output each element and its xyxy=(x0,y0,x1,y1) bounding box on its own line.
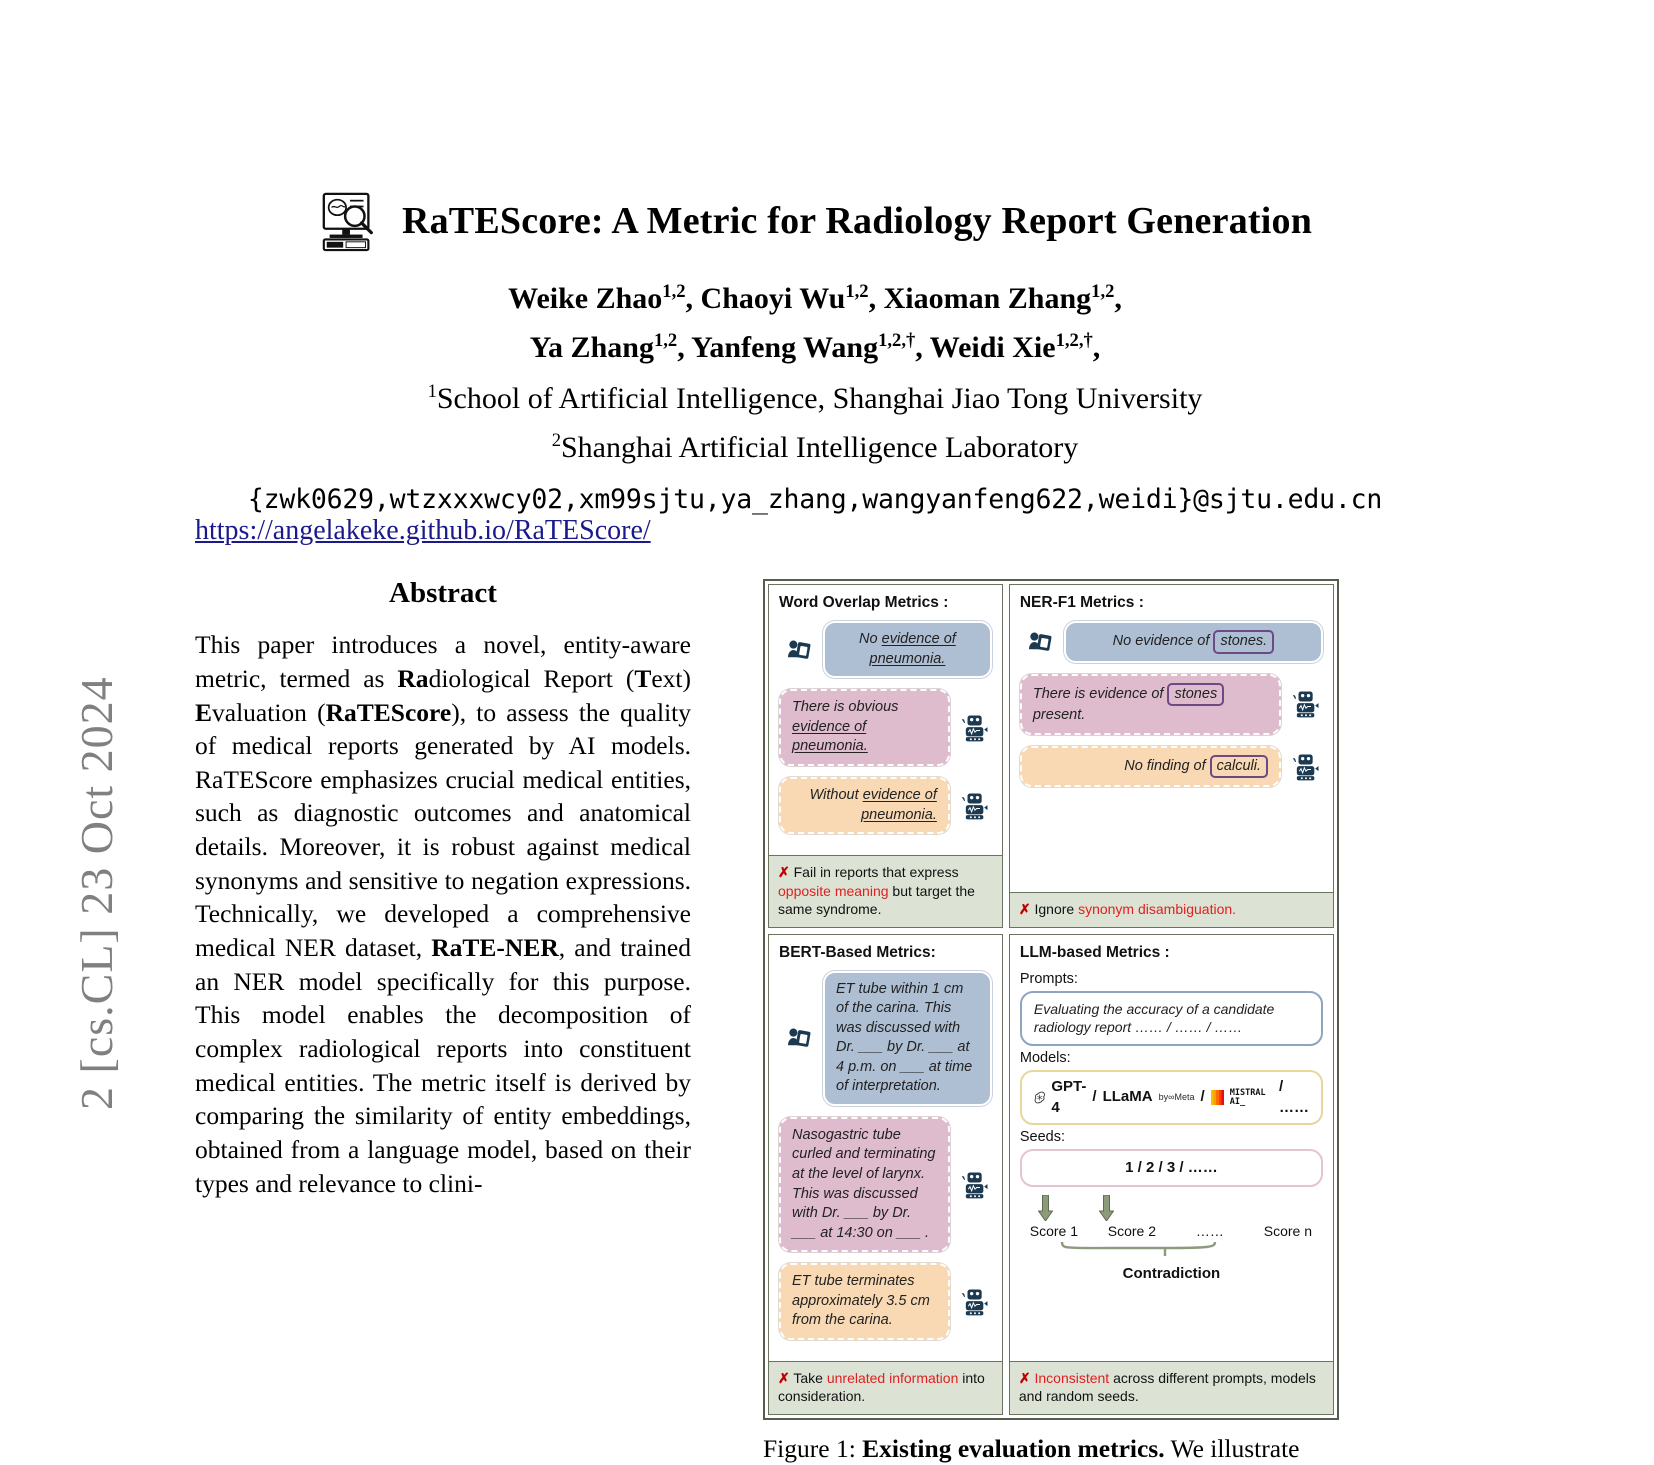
author-entry: Chaoyi Wu$^{1,2}$, xyxy=(700,281,884,315)
message-row xyxy=(779,621,992,678)
model-name-llama: LLaMA xyxy=(1102,1088,1153,1106)
panel-title: NER-F1 Metrics : xyxy=(1019,594,1144,612)
models-box xyxy=(1020,1070,1323,1125)
curly-brace-icon xyxy=(1056,1240,1286,1258)
abstract-heading: Abstract xyxy=(389,577,497,610)
message-row xyxy=(779,777,992,834)
figure-1 xyxy=(763,579,1339,1465)
right-column xyxy=(763,577,1339,1465)
author-affil-sup: 1,2 xyxy=(653,329,678,351)
seeds-label: Seeds: xyxy=(1019,1128,1066,1145)
reference-report-bubble: No evidence of stones. xyxy=(1064,621,1323,663)
affiliation-2 xyxy=(195,428,1435,467)
message-row xyxy=(779,971,992,1106)
score-ellipsis: …… xyxy=(1195,1223,1224,1240)
reference-report-bubble: No evidence of pneumonia. xyxy=(823,621,992,678)
model-separator: / xyxy=(1092,1088,1097,1106)
candidate-report-bubble: No finding of calculi. xyxy=(1020,746,1281,788)
robot-icon xyxy=(958,1170,992,1200)
figure-caption: Figure 1: Existing evaluation metrics. We illustrate xyxy=(763,1433,1300,1463)
left-column xyxy=(195,577,691,1465)
score-label: Score 1 xyxy=(1029,1223,1078,1240)
model-name-gpt4: GPT-4 xyxy=(1051,1078,1087,1116)
panel-limitation-note: ✗ Ignore synonym disambiguation. xyxy=(1010,892,1333,926)
doctor-report-icon xyxy=(779,1020,815,1056)
ratescore-logo-icon xyxy=(318,190,380,252)
score-label: Score n xyxy=(1263,1223,1312,1240)
message-row xyxy=(1020,746,1323,788)
message-row xyxy=(779,689,992,766)
project-page-link[interactable]: https://angelakeke.github.io/RaTEScore/ xyxy=(195,515,651,547)
affiliation-text: School of Artificial Intelligence, Shanghai Jiao Tong University xyxy=(436,382,1203,416)
author-affil-sup: 1,2,† xyxy=(1055,329,1093,351)
author-affil-sup: 1,2 xyxy=(662,281,686,302)
author-entry: Xiaoman Zhang$^{1,2}$, xyxy=(883,281,1122,315)
prompts-label: Prompts: xyxy=(1019,970,1078,987)
author-entry: Weidi Xie$^{1,2,\dagger}$, xyxy=(929,329,1101,364)
openai-icon xyxy=(1034,1090,1046,1105)
candidate-report-bubble: There is obvious evidence of pneumonia. xyxy=(779,689,950,766)
contradiction-label: Contradiction xyxy=(1122,1265,1221,1283)
paper-page xyxy=(195,0,1435,1463)
scores-row xyxy=(1026,1223,1323,1239)
candidate-report-bubble: There is evidence of stones present. xyxy=(1020,674,1281,735)
reference-report-bubble: ET tube within 1 cm of the carina. This was discussed with Dr. ___ by Dr. ___ at 4 p.m. on ___ at time of interpretation. xyxy=(823,971,992,1106)
mistral-icon xyxy=(1211,1090,1224,1105)
candidate-report-bubble: Without evidence of pneumonia. xyxy=(779,777,950,834)
author-affil-sup: 1,2 xyxy=(1091,281,1115,302)
message-row xyxy=(1020,621,1323,663)
panel-llm-based-metrics xyxy=(1009,934,1334,1415)
brace-wrap xyxy=(1020,1240,1323,1263)
title-row xyxy=(195,190,1435,252)
meta-byline: by∞Meta xyxy=(1158,1092,1195,1103)
doctor-report-icon xyxy=(1020,624,1056,660)
authors-line-2 xyxy=(195,327,1435,370)
score-label: Score 2 xyxy=(1107,1223,1156,1240)
panel-limitation-note: ✗ Take unrelated information into consideration. xyxy=(769,1361,1002,1414)
candidate-report-bubble: ET tube terminates approximately 3.5 cm from the carina. xyxy=(779,1263,950,1340)
authors-line-1 xyxy=(195,278,1435,321)
two-column-body xyxy=(195,577,1435,1465)
model-separator: / xyxy=(1200,1088,1205,1106)
arrows-row xyxy=(1038,1195,1323,1221)
panel-title: LLM-based Metrics : xyxy=(1019,943,1170,961)
panel-limitation-note: ✗ Fail in reports that express opposite meaning but target the same syndrome. xyxy=(769,855,1002,926)
author-entry: Weike Zhao$^{1,2}$, xyxy=(508,281,701,315)
message-row xyxy=(779,1263,992,1340)
author-emails: {zwk0629,wtzxxxwcy02,xm99sjtu,ya_zhang,wangyanfeng622,weidi}@sjtu.edu.cn xyxy=(247,484,1383,516)
down-arrow-icon xyxy=(1038,1195,1053,1221)
author-entry: Ya Zhang$^{1,2}$, xyxy=(529,329,692,364)
message-row xyxy=(1020,674,1323,735)
robot-icon xyxy=(1289,752,1323,782)
author-entry: Yanfeng Wang$^{1,2,\dagger}$, xyxy=(691,329,930,364)
robot-icon xyxy=(958,713,992,743)
message-row xyxy=(779,1117,992,1252)
panel-limitation-note: ✗ Inconsistent across different prompts, models and random seeds. xyxy=(1010,1361,1333,1414)
panel-title: BERT-Based Metrics: xyxy=(779,943,936,961)
doctor-report-icon xyxy=(779,632,815,668)
author-affil-sup: 1,2 xyxy=(845,281,869,302)
page-title: RaTEScore: A Metric for Radiology Report Generation xyxy=(401,200,1313,242)
seeds-box: 1 / 2 / 3 / …… xyxy=(1020,1149,1323,1187)
robot-icon xyxy=(958,1287,992,1317)
author-affil-sup: 1,2,† xyxy=(878,329,916,351)
model-name-mistral: MISTRAL AI_ xyxy=(1229,1087,1266,1107)
candidate-report-bubble: Nasogastric tube curled and terminating at the level of larynx. This was discussed with Dr. ___ by Dr. ___ at 14:30 on ___ . xyxy=(779,1117,950,1252)
models-tail: / …… xyxy=(1279,1078,1309,1116)
prompt-box: Evaluating the accuracy of a candidate radiology report …… / …… / …… xyxy=(1020,991,1323,1047)
affiliation-marker: 1 xyxy=(427,381,437,403)
robot-icon xyxy=(958,791,992,821)
llama-logo xyxy=(1103,1087,1153,1107)
down-arrow-icon xyxy=(1099,1195,1114,1221)
panel-word-overlap-metrics xyxy=(768,584,1003,927)
affiliation-marker: 2 xyxy=(551,430,561,452)
models-label: Models: xyxy=(1019,1050,1071,1067)
abstract-paragraph: This paper introduces a novel, entity-aware metric, termed as Radiological Report (Text) Evaluation (RaTEScore), to assess the quality of medical reports generated by AI models. RaTEScore emphasizes crucial medical entities, such as diagnostic outcomes and anatomical details. Moreover, it is robust against medical synonyms and sensitive to negation expressions. Technically, we developed a comprehensive medical NER dataset, RaTE-NER, and trained an NER model specifically for this purpose. This model enables the decomposition of complex radiological reports into constituent medical entities. The metric itself is derived by comparing the similarity of entity embeddings, obtained from a language model, based on their types and relevance to clini- xyxy=(195,630,691,1198)
figure-grid xyxy=(763,579,1339,1420)
robot-icon xyxy=(1289,689,1323,719)
arxiv-identifier-stamp: 2 [cs.CL] 23 Oct 2024 xyxy=(71,676,122,1110)
panel-bert-based-metrics xyxy=(768,934,1003,1415)
affiliation-text: Shanghai Artificial Intelligence Laboratory xyxy=(560,431,1079,465)
panel-title: Word Overlap Metrics : xyxy=(779,594,949,612)
panel-ner-f1-metrics xyxy=(1009,584,1334,927)
affiliation-1 xyxy=(195,379,1435,418)
